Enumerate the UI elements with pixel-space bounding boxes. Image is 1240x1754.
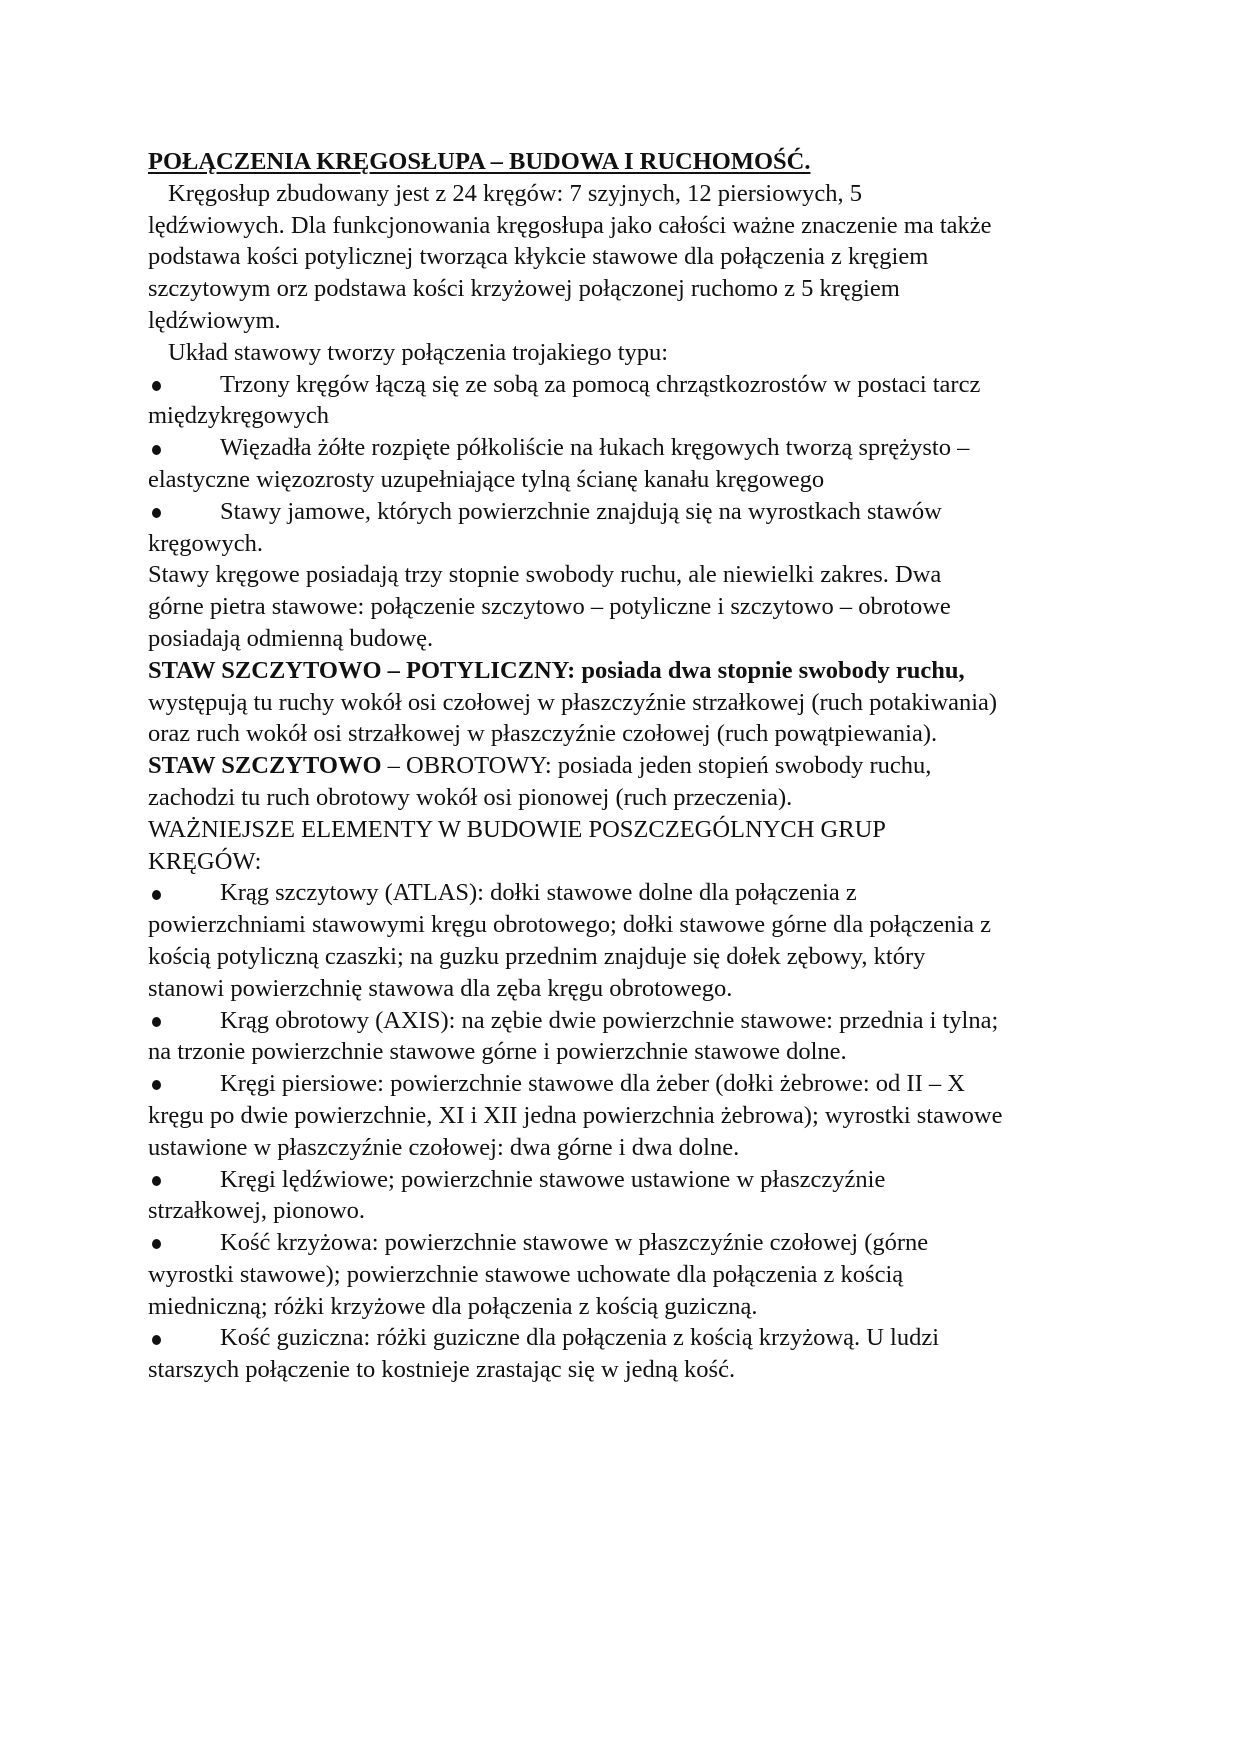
- text-line: strzałkowej, pionowo.: [148, 1197, 366, 1225]
- elements-heading: [148, 814, 1098, 878]
- text-line: lędźwiowych. Dla funkcjonowania kręgosłupa jako całości ważne znaczenie ma także: [148, 211, 992, 239]
- text-line: podstawa kości potylicznej tworząca kłykcie stawowe dla połączenia z kręgiem: [148, 243, 929, 271]
- text-line: WAŻNIEJSZE ELEMENTY W BUDOWIE POSZCZEGÓLNYCH GRUP: [148, 815, 886, 843]
- document-page: [148, 146, 1098, 1386]
- bullet-icon: [148, 877, 220, 909]
- text-line: kręgu po dwie powierzchnie, XI i XII jedna powierzchnia żebrowa); wyrostki stawowe: [148, 1101, 1003, 1129]
- text-line: kręgowych.: [148, 529, 263, 557]
- text-line: oraz ruch wokół osi strzałkowej w płaszczyźnie czołowej (ruch powątpiewania).: [148, 720, 938, 748]
- text-line: górne pietra stawowe: połączenie szczytowo – potyliczne i szczytowo – obrotowe: [148, 593, 951, 621]
- bullet-icon: [148, 1068, 220, 1100]
- text-line: Kręgosłup zbudowany jest z 24 kręgów: 7 szyjnych, 12 piersiowych, 5: [168, 179, 863, 207]
- list-item: [148, 1068, 1098, 1163]
- text-line: Kręgi piersiowe: powierzchnie stawowe dla żeber (dołki żebrowe: od II – X: [220, 1070, 965, 1098]
- text-line: posiadają odmienną budowę.: [148, 624, 434, 652]
- list-item: [148, 369, 1098, 433]
- list-item: [148, 496, 1098, 560]
- list-item: [148, 877, 1098, 1004]
- joints-intro: Układ stawowy tworzy połączenia trojakiego typu:: [168, 338, 669, 366]
- text-line: lędźwiowym.: [148, 306, 281, 334]
- list-item: [148, 1164, 1098, 1228]
- text-line: międzykręgowych: [148, 402, 329, 430]
- section-heading: STAW SZCZYTOWO – POTYLICZNY:: [148, 656, 576, 684]
- text-line: zachodzi tu ruch obrotowy wokół osi pionowej (ruch przeczenia).: [148, 783, 793, 811]
- text-line: ustawione w płaszczyźnie czołowej: dwa górne i dwa dolne.: [148, 1133, 740, 1161]
- bullet-icon: [148, 432, 220, 464]
- text-line: Więzadła żółte rozpięte półkoliście na łukach kręgowych tworzą sprężysto –: [220, 434, 970, 462]
- section-heading: STAW SZCZYTOWO: [148, 752, 382, 780]
- list-item: [148, 1227, 1098, 1322]
- text-line: na trzonie powierzchnie stawowe górne i powierzchnie stawowe dolne.: [148, 1038, 847, 1066]
- text-line: Trzony kręgów łączą się ze sobą za pomocą chrząstkozrostów w postaci tarcz: [220, 370, 981, 398]
- text-line: starszych połączenie to kostnieje zrastając się w jedną kość.: [148, 1356, 736, 1384]
- text-line: występują tu ruchy wokół osi czołowej w płaszczyźnie strzałkowej (ruch potakiwania): [148, 688, 998, 716]
- list-item: [148, 432, 1098, 496]
- text-line: Kręgi lędźwiowe; powierzchnie stawowe ustawione w płaszczyźnie: [220, 1165, 886, 1193]
- text-line: Krąg szczytowy (ATLAS): dołki stawowe dolne dla połączenia z: [220, 879, 857, 907]
- text-line: Kość guziczna: różki guziczne dla połączenia z kością krzyżową. U ludzi: [220, 1324, 940, 1352]
- text-line: miedniczną; różki krzyżowe dla połączenia z kością guziczną.: [148, 1292, 758, 1320]
- text-line: Krąg obrotowy (AXIS): na zębie dwie powierzchnie stawowe: przednia i tylna;: [220, 1006, 999, 1034]
- bullet-icon: [148, 369, 220, 401]
- list-item: [148, 1005, 1098, 1069]
- bullet-icon: [148, 1005, 220, 1037]
- text-line: elastyczne więzozrosty uzupełniające tylną ścianę kanału kręgowego: [148, 465, 825, 493]
- mobility-paragraph: [148, 559, 1098, 654]
- atlanto-occipital-section: [148, 655, 1098, 750]
- intro-paragraph: [148, 178, 1098, 337]
- text-line: stanowi powierzchnię stawowa dla zęba kręgu obrotowego.: [148, 974, 733, 1002]
- text-line: KRĘGÓW:: [148, 847, 262, 875]
- bullet-icon: [148, 1322, 220, 1354]
- document-title: POŁĄCZENIA KRĘGOSŁUPA – BUDOWA I RUCHOMOŚĆ.: [148, 148, 811, 175]
- text-line: – OBROTOWY: posiada jeden stopień swobody ruchu,: [381, 752, 932, 780]
- text-line: Kość krzyżowa: powierzchnie stawowe w płaszczyźnie czołowej (górne: [220, 1229, 929, 1257]
- elements-list: [148, 877, 1098, 1386]
- text-line: Stawy kręgowe posiadają trzy stopnie swobody ruchu, ale niewielki zakres. Dwa: [148, 561, 942, 589]
- bullet-icon: [148, 1164, 220, 1196]
- joint-types-list: [148, 369, 1098, 560]
- text-line: powierzchniami stawowymi kręgu obrotowego; dołki stawowe górne dla połączenia z: [148, 911, 991, 939]
- text-line: wyrostki stawowe); powierzchnie stawowe uchowate dla połączenia z kością: [148, 1260, 904, 1288]
- text-line: Stawy jamowe, których powierzchnie znajdują się na wyrostkach stawów: [220, 497, 942, 525]
- text-line: szczytowym orz podstawa kości krzyżowej połączonej ruchomo z 5 kręgiem: [148, 275, 900, 303]
- bullet-icon: [148, 1227, 220, 1259]
- list-item: [148, 1322, 1098, 1386]
- bullet-icon: [148, 496, 220, 528]
- atlanto-axial-section: [148, 750, 1098, 814]
- text-line: posiada dwa stopnie swobody ruchu,: [575, 656, 965, 684]
- text-line: kością potyliczną czaszki; na guzku przednim znajduje się dołek zębowy, który: [148, 942, 926, 970]
